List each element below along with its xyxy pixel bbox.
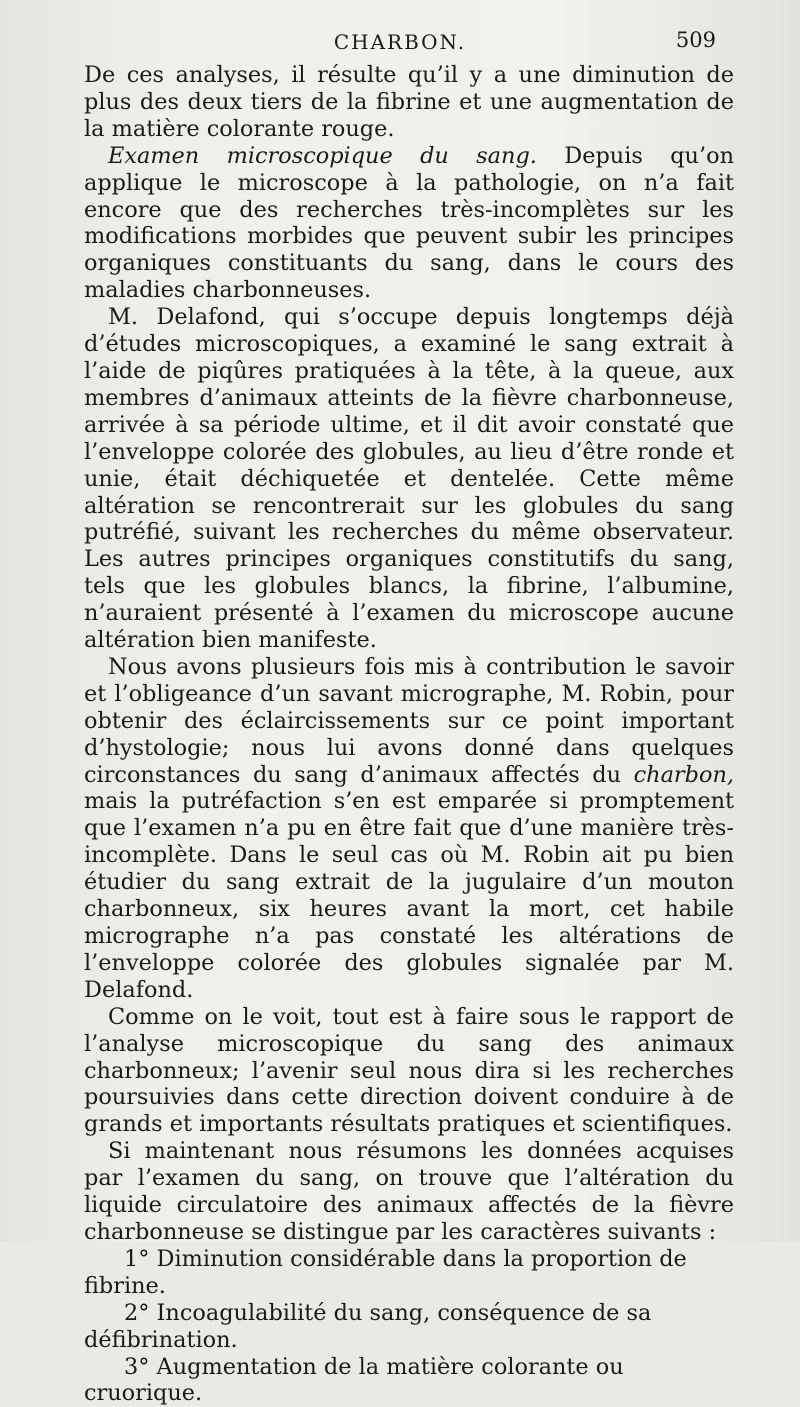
paragraph-text: mais la putréfaction s’en est emparée si promptement que l’examen n’a pu en être fait que d’une manière très-incomplète. Dans le seul cas où M. Robin ait pu bien étudier du sang extrait de la jugulaire d’un mouton charbonneux, six heures avant la mort, cet habile micrographe n’a pas constaté les altérations de l’enveloppe colorée des globules signalée par M. Delafond.	[84, 788, 734, 1002]
running-title: CHARBON.	[0, 30, 800, 54]
paragraph-analysis-conclusion: De ces analyses, il résulte qu’il y a une diminution de plus des deux tiers de la fibrine et une augmentation de la matière colorante rouge.	[84, 62, 734, 143]
list-item: 3° Augmentation de la matière colorante ou cruorique.	[84, 1354, 734, 1407]
body-text	[84, 62, 734, 1407]
paragraph-future-research: Comme on le voit, tout est à faire sous le rapport de l’analyse microscopique du sang des animaux charbonneux; l’avenir seul nous dira si les recherches poursuivies dans cette direction doivent conduire à de grands et importants résultats pratiques et scientifiques.	[84, 1004, 734, 1139]
page-number: 509	[676, 28, 716, 52]
paragraph-text: Depuis qu’on applique le microscope à la pathologie, on n’a fait encore que des recherches très-incomplètes sur les modifications morbides que peuvent subir les principes organiques constituants du sang, dans le cours des maladies charbonneuses.	[84, 143, 734, 304]
paragraph-text: Nous avons plusieurs fois mis à contribution le savoir et l’obligeance d’un savant micrographe, M. Robin, pour obtenir des éclaircissements sur ce point important d’hystologie; nous lui avons donné dans quelques circonstances du sang d’animaux affectés du	[84, 654, 734, 788]
paragraph-microscopic-exam	[84, 143, 734, 304]
italic-term: charbon,	[634, 762, 734, 788]
list-item: 2° Incoagulabilité du sang, conséquence de sa défibrination.	[84, 1300, 734, 1354]
paragraph-robin	[84, 654, 734, 1004]
paragraph-delafond: M. Delafond, qui s’occupe depuis longtemps déjà d’études microscopiques, a examiné le sang extrait à l’aide de piqûres pratiquées à la tête, à la queue, aux membres d’animaux atteints de la fièvre charbonneuse, arrivée à sa période ultime, et il dit avoir constaté que l’enveloppe colorée des globules, au lieu d’être ronde et unie, était déchiquetée et dentelée. Cette même altération se rencontrerait sur les globules du sang putréfié, suivant les recherches du même observateur. Les autres principes organiques constitutifs du sang, tels que les globules blancs, la fibrine, l’albumine, n’auraient présenté à l’examen du microscope aucune altération bien manifeste.	[84, 304, 734, 654]
list-item: 1° Diminution considérable dans la proportion de fibrine.	[84, 1246, 734, 1300]
running-head	[0, 26, 800, 60]
section-heading-italic: Examen microscopique du sang.	[108, 143, 537, 169]
paragraph-summary: Si maintenant nous résumons les données acquises par l’examen du sang, on trouve que l’altération du liquide circulatoire des animaux affectés de la fièvre charbonneuse se distingue par les caractères suivants :	[84, 1138, 734, 1246]
